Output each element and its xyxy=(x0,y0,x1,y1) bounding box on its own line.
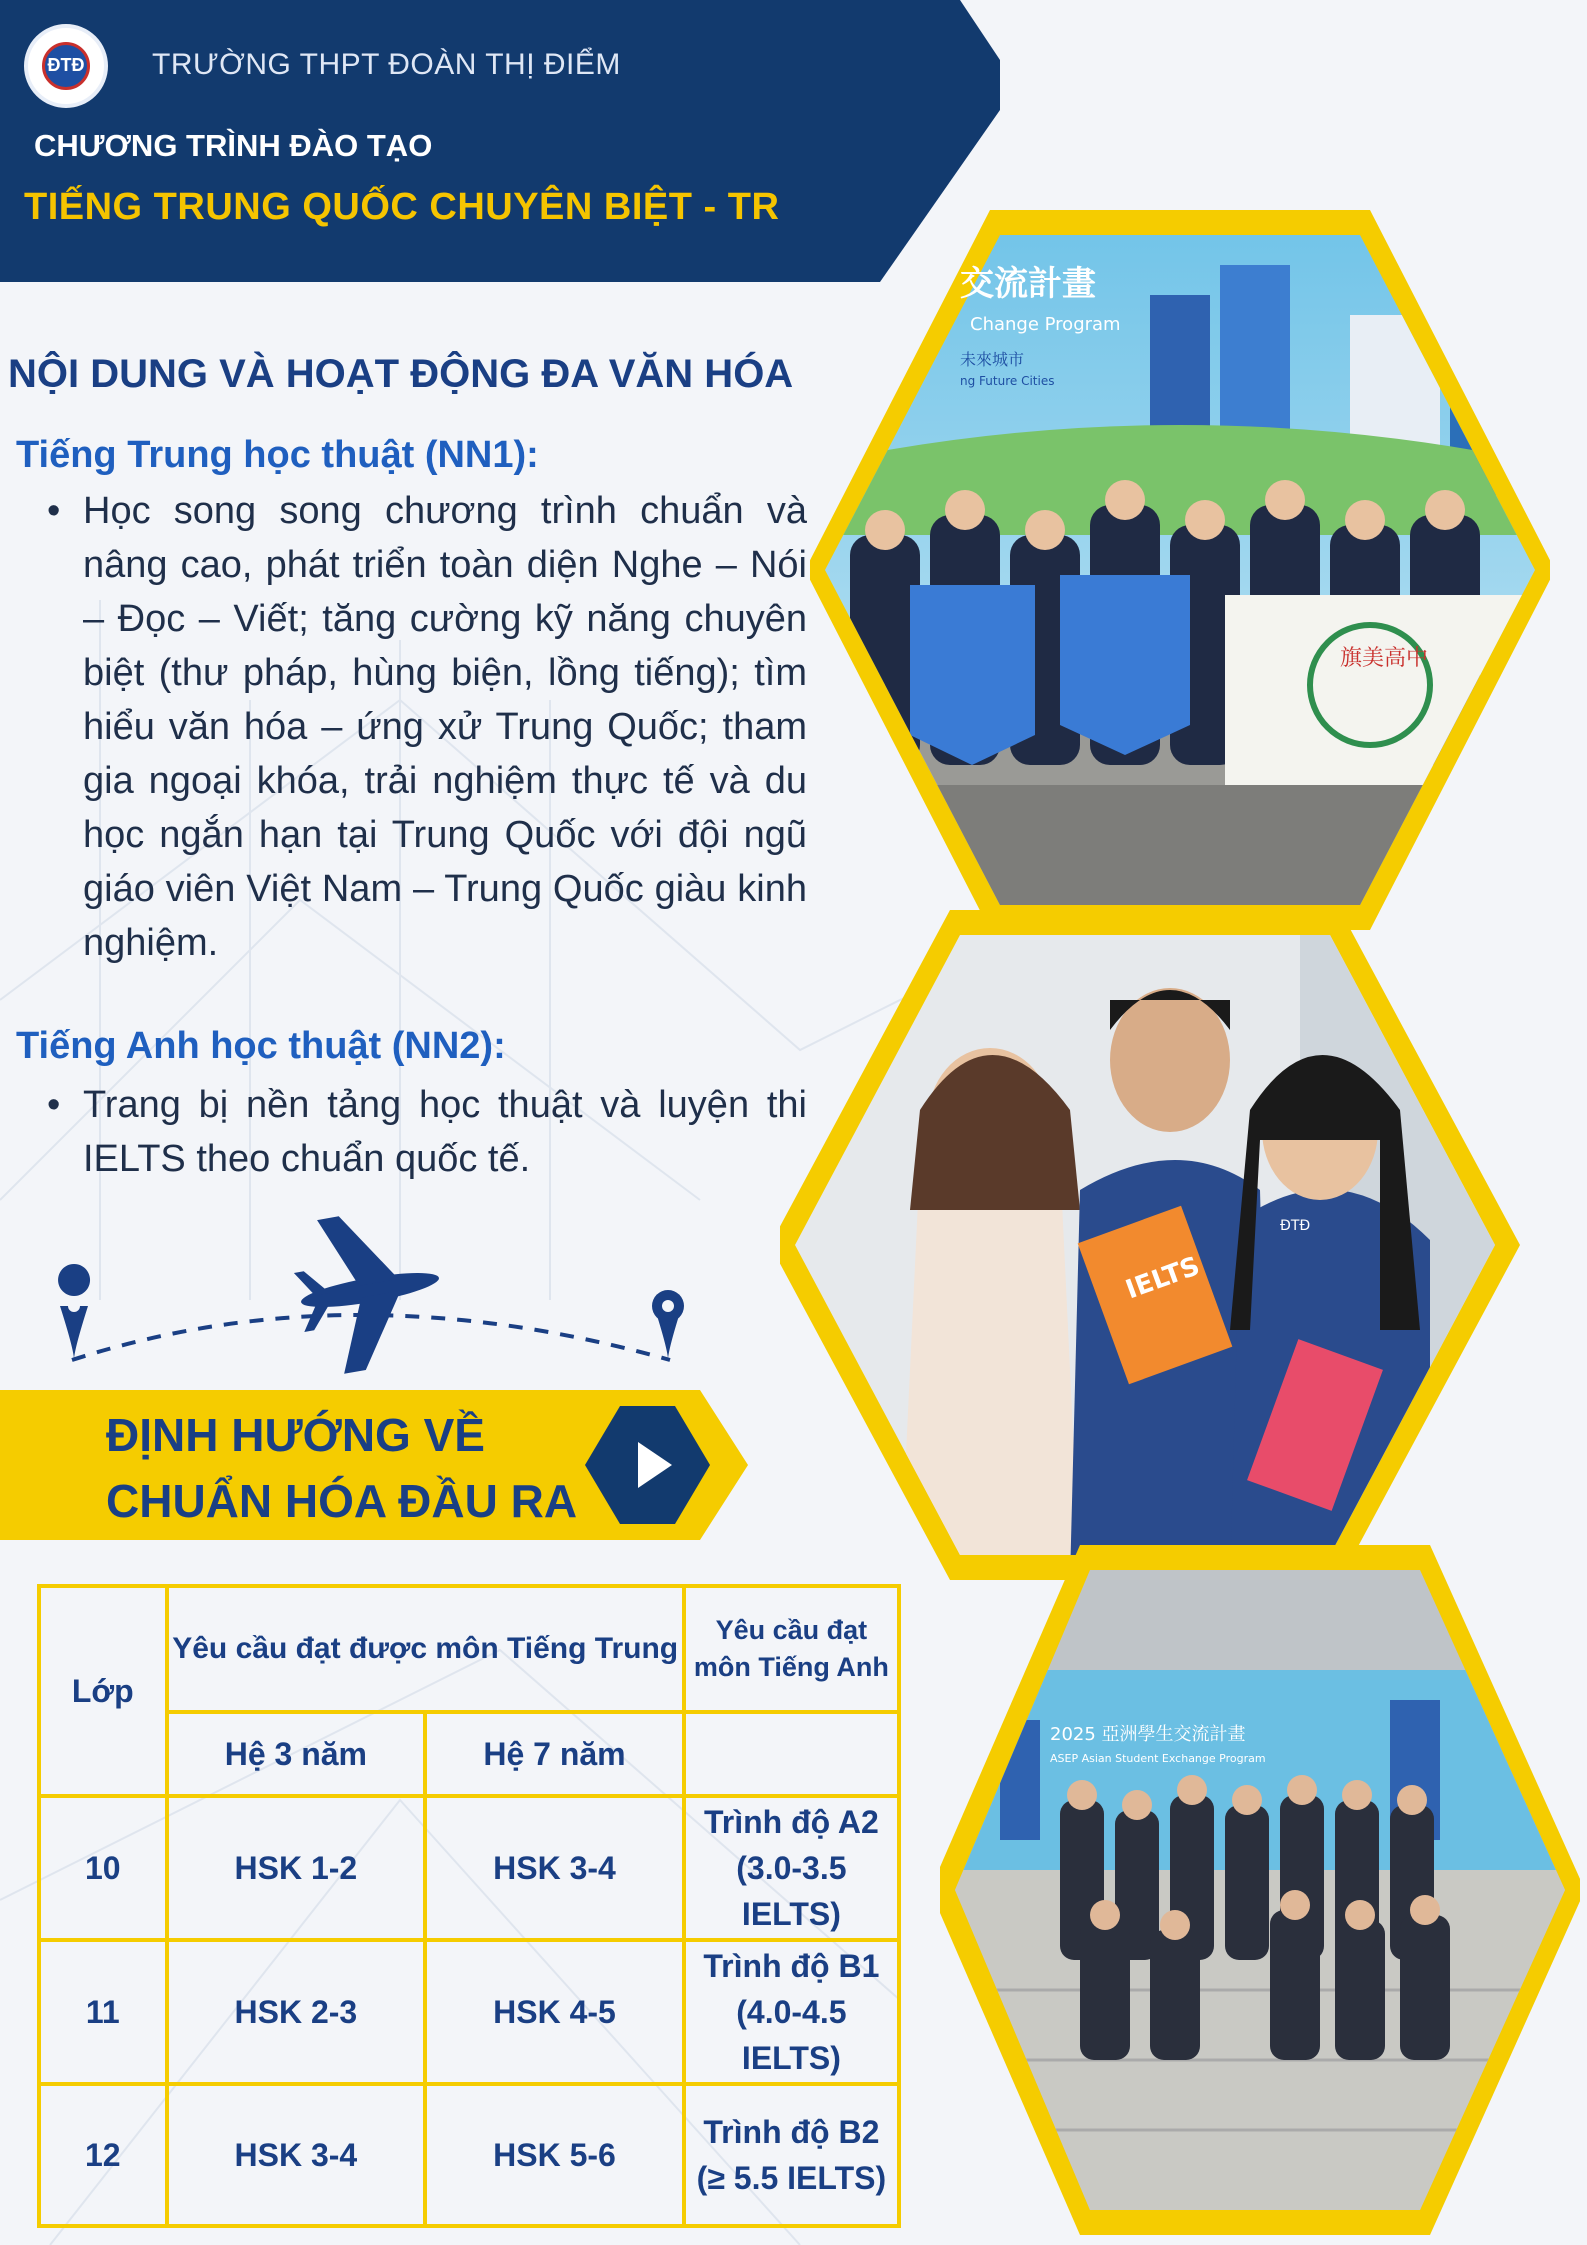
section-heading: NỘI DUNG VÀ HOẠT ĐỘNG ĐA VĂN HÓA xyxy=(8,352,794,396)
requirements-table xyxy=(37,1584,901,2228)
program-label: CHƯƠNG TRÌNH ĐÀO TẠO xyxy=(34,128,433,163)
flight-path-graphic xyxy=(50,1210,700,1390)
sign-english-2: ng Future Cities xyxy=(960,374,1055,388)
table-row: 12 HSK 3-4 HSK 5-6 Trình độ B2 (≥ 5.5 IELTS) xyxy=(39,2084,899,2226)
header-empty xyxy=(684,1712,899,1796)
location-pin-icon xyxy=(58,1264,90,1360)
school-name: TRƯỜNG THPT ĐOÀN THỊ ĐIỂM xyxy=(152,48,621,81)
sign-chinese: 交流計畫 xyxy=(960,264,1096,304)
sign-english: Change Program xyxy=(970,314,1121,335)
school-logo: ĐTĐ xyxy=(24,24,108,108)
program-title: TIẾNG TRUNG QUỐC CHUYÊN BIỆT - TR xyxy=(24,186,780,228)
flag-text: 旗美高中 xyxy=(1340,646,1429,671)
table-row: 11 HSK 2-3 HSK 4-5 Trình độ B1 (4.0-4.5 IELTS) xyxy=(39,1940,899,2084)
airplane-icon xyxy=(286,1210,453,1379)
nn2-title: Tiếng Anh học thuật (NN2): xyxy=(16,1025,506,1067)
table-row: 10 HSK 1-2 HSK 3-4 Trình độ A2 (3.0-3.5 IELTS) xyxy=(39,1796,899,1940)
orientation-title: ĐỊNH HƯỚNG VỀ CHUẨN HÓA ĐẦU RA xyxy=(106,1409,578,1527)
location-pin-icon xyxy=(652,1290,684,1360)
book-title: IELTS xyxy=(1121,1251,1204,1306)
header-3-year: Hệ 3 năm xyxy=(167,1712,426,1796)
nn1-title: Tiếng Trung học thuật (NN1): xyxy=(16,434,539,476)
shirt-logo: ĐTĐ xyxy=(1280,1218,1311,1234)
header-7-year: Hệ 7 năm xyxy=(425,1712,684,1796)
header-chinese: Yêu cầu đạt được môn Tiếng Trung xyxy=(167,1586,684,1712)
photo-exchange-group xyxy=(810,205,1550,935)
nn2-bullet: • Trang bị nền tảng học thuật và luyện thi IELTS theo chuẩn quốc tế. xyxy=(47,1084,807,1180)
header-lop: Lớp xyxy=(39,1586,167,1796)
nn1-bullet: • Học song song chương trình chuẩn và nâng cao, phát triển toàn diện Nghe – Nói – Đọc – Viết; tăng cường kỹ năng chuyên biệt (thư pháp, hùng biện, lồng tiếng); tìm hiểu văn hóa – ứng xử Trung Quốc; tham gia ngoại khóa, trải nghiệm thực tế và du học ngắn hạn tại Trung Quốc với đội ngũ giáo viên Việt Nam – Trung Quốc giàu kinh nghiệm. xyxy=(47,490,807,964)
banner-chinese: 2025 亞洲學生交流計畫 xyxy=(1050,1724,1246,1745)
sign-chinese-2: 未來城市 xyxy=(960,350,1025,369)
photo-students-reading xyxy=(780,910,1520,1580)
header-english: Yêu cầu đạt môn Tiếng Anh xyxy=(684,1586,899,1712)
banner-english: ASEP Asian Student Exchange Program xyxy=(1050,1752,1266,1765)
photo-exchange-steps xyxy=(940,1540,1580,2240)
